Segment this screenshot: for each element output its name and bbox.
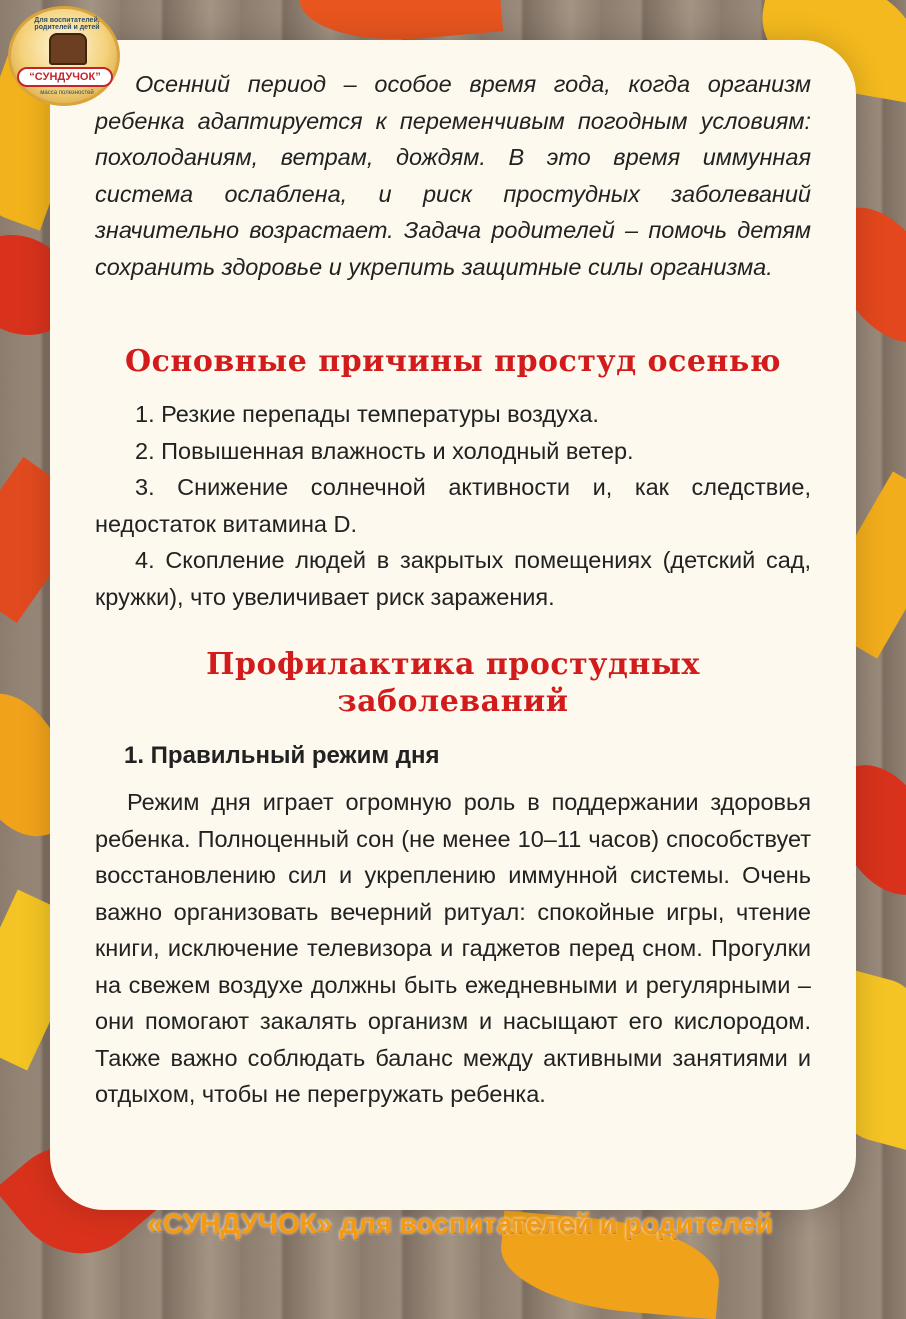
intro-paragraph: Осенний период – особое время года, когда организм ребенка адаптируется к переменчивым погодным условиям: похолоданиям, ветрам, дождям. В это время иммунная система ослаблена, и риск простудных заболеваний значительно возрастает. Задача родителей – помочь детям сохранить здоровье и укрепить защитные силы организма. [95, 71, 811, 280]
list-item: 3. Снижение солнечной активности и, как следствие, недостаток витамина D. [95, 474, 811, 537]
daily-routine-paragraph: Режим дня играет огромную роль в поддержании здоровья ребенка. Полноценный сон (не менее 10–11 часов) способствует восстановлению сил и укреплению иммунной системы. Очень важно организовать вечерний ритуал: спокойные игры, чтение книги, исключение телевизора и гаджетов перед сном. Прогулки на свежем воздухе должны быть ежедневными и регулярными – они помогают закалять организм и насыщают его кислородом. Также важно соблюдать баланс между активными занятиями и отдыхом, чтобы не перегружать ребенка. [95, 789, 811, 1107]
list-item: 4. Скопление людей в закрытых помещениях (детский сад, кружки), что увеличивает риск заражения. [95, 547, 811, 610]
list-item: 2. Повышенная влажность и холодный ветер. [135, 437, 634, 464]
section-heading-causes: Основные причины простуд осенью [124, 344, 782, 379]
footer-banner: «СУНДУЧОК» для воспитателей и родителей [147, 1208, 773, 1239]
treasure-chest-icon [49, 33, 87, 65]
logo-name: “СУНДУЧОК” [17, 67, 113, 87]
subheading-daily-routine: 1. Правильный режим дня [124, 742, 440, 769]
list-item: 1. Резкие перепады температуры воздуха. [135, 401, 599, 427]
logo-arc-text: Для воспитателей, родителей и детей [34, 17, 100, 31]
section-heading-prevention: Профилактика простудных заболеваний [206, 647, 700, 719]
causes-list [95, 396, 811, 615]
logo-tagline: масса полезностей [40, 90, 94, 96]
